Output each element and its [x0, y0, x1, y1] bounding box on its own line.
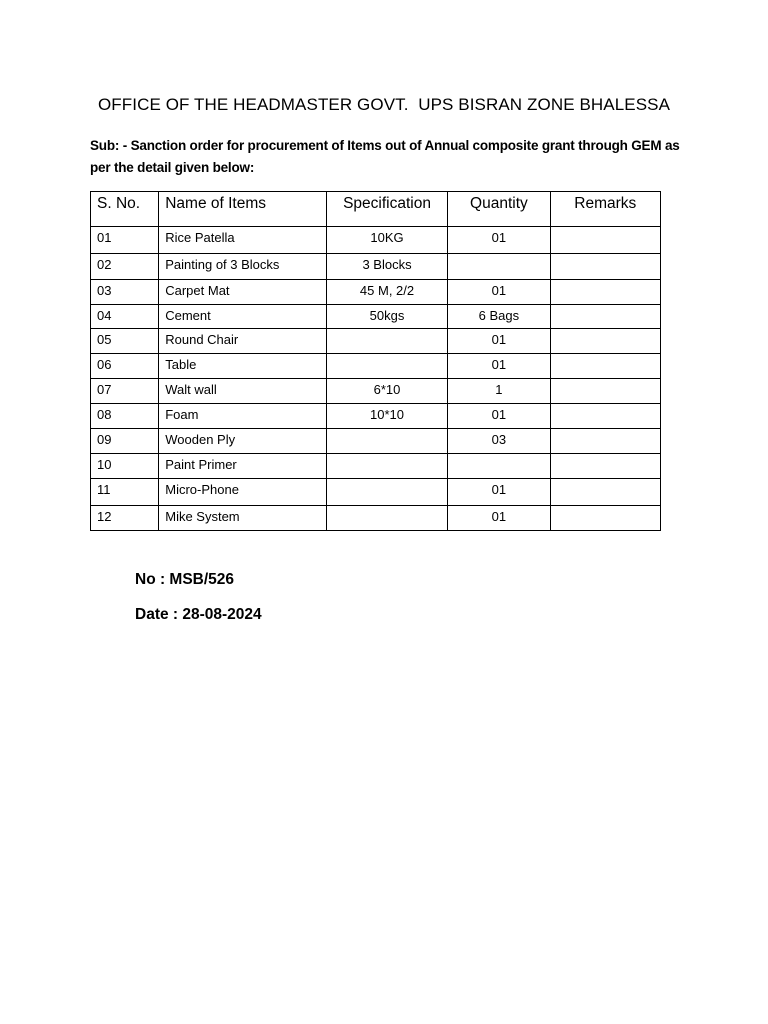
cell-item-name: Carpet Mat	[159, 280, 327, 305]
cell-remarks	[550, 429, 660, 454]
table-row	[91, 404, 661, 429]
header-remarks: Remarks	[550, 192, 660, 227]
cell-quantity: 6 Bags	[448, 305, 550, 329]
cell-sno: 10	[91, 454, 159, 479]
cell-item-name: Cement	[159, 305, 327, 329]
cell-sno: 01	[91, 227, 159, 254]
cell-sno: 11	[91, 479, 159, 506]
cell-item-name: Rice Patella	[159, 227, 327, 254]
cell-item-name: Wooden Ply	[159, 429, 327, 454]
cell-item-name: Mike System	[159, 506, 327, 531]
cell-item-name: Paint Primer	[159, 454, 327, 479]
cell-remarks	[550, 454, 660, 479]
header-name: Name of Items	[159, 192, 327, 227]
cell-specification: 6*10	[326, 379, 447, 404]
cell-quantity: 01	[448, 329, 550, 354]
table-row	[91, 254, 661, 280]
cell-remarks	[550, 354, 660, 379]
table-row	[91, 227, 661, 254]
cell-specification: 50kgs	[326, 305, 447, 329]
table-body	[91, 227, 661, 531]
cell-sno: 07	[91, 379, 159, 404]
cell-specification	[326, 454, 447, 479]
cell-item-name: Painting of 3 Blocks	[159, 254, 327, 280]
cell-remarks	[550, 404, 660, 429]
cell-specification	[326, 429, 447, 454]
table-header-row	[91, 192, 661, 227]
cell-item-name: Micro-Phone	[159, 479, 327, 506]
cell-sno: 08	[91, 404, 159, 429]
order-number: No : MSB/526	[135, 571, 235, 588]
header-sno: S. No.	[91, 192, 159, 227]
cell-specification: 10KG	[326, 227, 447, 254]
cell-quantity: 1	[448, 379, 550, 404]
cell-sno: 12	[91, 506, 159, 531]
cell-quantity: 01	[448, 479, 550, 506]
cell-quantity: 01	[448, 280, 550, 305]
table-row	[91, 506, 661, 531]
cell-remarks	[550, 280, 660, 305]
cell-quantity	[448, 254, 550, 280]
cell-specification	[326, 329, 447, 354]
header-quantity: Quantity	[448, 192, 550, 227]
cell-item-name: Foam	[159, 404, 327, 429]
cell-remarks	[550, 254, 660, 280]
cell-item-name: Table	[159, 354, 327, 379]
header-specification: Specification	[326, 192, 447, 227]
subject-line: Sub: - Sanction order for procurement of Items out of Annual composite grant through GEM as per the detail given below:	[90, 138, 680, 175]
cell-item-name: Walt wall	[159, 379, 327, 404]
cell-item-name: Round Chair	[159, 329, 327, 354]
cell-quantity: 01	[448, 227, 550, 254]
cell-sno: 05	[91, 329, 159, 354]
order-date: Date : 28-08-2024	[135, 606, 262, 623]
cell-remarks	[550, 379, 660, 404]
cell-quantity: 03	[448, 429, 550, 454]
cell-specification	[326, 479, 447, 506]
cell-sno: 02	[91, 254, 159, 280]
table-row	[91, 354, 661, 379]
cell-remarks	[550, 227, 660, 254]
cell-remarks	[550, 479, 660, 506]
cell-specification: 3 Blocks	[326, 254, 447, 280]
cell-quantity: 01	[448, 404, 550, 429]
table-row	[91, 479, 661, 506]
cell-sno: 04	[91, 305, 159, 329]
cell-specification	[326, 354, 447, 379]
table-row	[91, 280, 661, 305]
cell-sno: 09	[91, 429, 159, 454]
cell-quantity: 01	[448, 354, 550, 379]
table-row	[91, 429, 661, 454]
table-row	[91, 305, 661, 329]
cell-quantity: 01	[448, 506, 550, 531]
cell-remarks	[550, 305, 660, 329]
cell-remarks	[550, 506, 660, 531]
document-title: OFFICE OF THE HEADMASTER GOVT. UPS BISRAN ZONE BHALESSA	[97, 95, 671, 114]
cell-sno: 06	[91, 354, 159, 379]
table-row	[91, 454, 661, 479]
table-row	[91, 329, 661, 354]
cell-quantity	[448, 454, 550, 479]
cell-remarks	[550, 329, 660, 354]
cell-specification	[326, 506, 447, 531]
cell-specification: 45 M, 2/2	[326, 280, 447, 305]
cell-specification: 10*10	[326, 404, 447, 429]
cell-sno: 03	[91, 280, 159, 305]
table-row	[91, 379, 661, 404]
items-table	[90, 191, 661, 531]
